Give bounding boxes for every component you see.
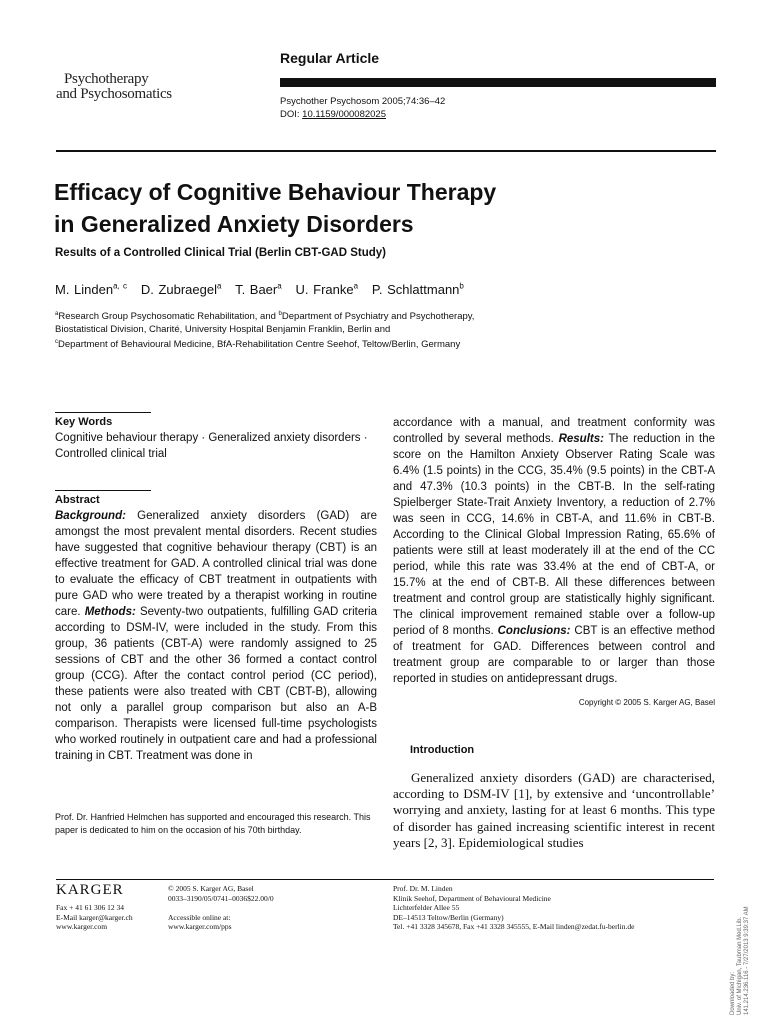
article-type: Regular Article [280, 50, 380, 66]
publisher-contact: Fax + 41 61 306 12 34 E-Mail karger@karger.ch www.karger.com [56, 903, 133, 931]
publication-info: © 2005 S. Karger AG, Basel 0033–3190/05/0741–0036$22.00/0 Accessible online at: www.karger.com/pps [168, 884, 274, 931]
methods-label: Methods: [84, 606, 136, 618]
doi-link[interactable]: 10.1159/000082025 [302, 109, 386, 120]
keywords-rule [55, 412, 151, 413]
journal-logo-line1: Psychotherapy [64, 71, 149, 87]
download-watermark: Downloaded by: Univ. of Michigan, Taubman Med.Lib. 141.214.236.116 - 7/27/2013 9:39:37 AM [730, 906, 750, 1015]
abstract-rule [55, 490, 151, 491]
author: U. Franke$^a$ [295, 282, 359, 298]
dedication-footnote: Prof. Dr. Hanfried Helmchen has supported and encouraged this research. This paper is dedicated to him on the occasion of his 70th birthday. [55, 812, 371, 835]
title-rule [56, 150, 716, 152]
abstract-heading: Abstract [55, 494, 100, 506]
affiliation-line-2: Biostatistical Division, Charité, University Hospital Benjamin Franklin, Berlin and [55, 324, 391, 336]
results-label: Results: [558, 433, 604, 445]
author-list [55, 282, 464, 297]
footer-rule [56, 879, 714, 880]
affiliation-line-3: $^c$Department of Behavioural Medicine, BfA-Rehabilitation Centre Seehof, Teltow/Berlin, Germany [55, 339, 461, 351]
citation-block [280, 95, 445, 121]
author: M. Linden$^{a, c}$ [55, 282, 127, 298]
affiliations [55, 308, 535, 351]
author: T. Baer$^a$ [235, 282, 282, 298]
abstract-text: Background: Generalized anxiety disorders (GAD) are amongst the most prevalent mental disorders. Recent studies have suggested that cognitive behaviour therapy (CBT) is an effective treatment for GAD. A controlled clinical trial was done to evaluate the efficacy of CBT treatment in outpatients with pure GAD who were treated by a therapist working in routine care. Methods: Seventy-two outpatients, fulfilling GAD criteria according to DSM-IV, were included in the study. From this group, 36 patients (CBT-A) were randomly assigned to 25 sessions of CBT and the other 36 formed a contact control group (CCG). After the contact control period (CC period), these patients were also treated with CBT (CBT-B), allowing not only a parallel group comparison but also an A-B comparison. Therapists were licensed full-time psychologists who worked routinely in outpatient care and had a professional training in CBT. Treatment was done in [55, 510, 377, 762]
doi-label: DOI: [280, 109, 300, 120]
article-subtitle: Results of a Controlled Clinical Trial (Berlin CBT-GAD Study) [55, 247, 386, 259]
introduction-heading: Introduction [410, 744, 475, 756]
author: P. Schlattmann$^b$ [371, 282, 464, 298]
author: D. Zubraegel$^a$ [140, 282, 222, 298]
citation: Psychother Psychosom 2005;74:36–42 [280, 96, 446, 107]
journal-logo-line2: and Psychosomatics [56, 86, 172, 102]
title-line-1: Efficacy of Cognitive Behaviour Therapy [54, 179, 497, 205]
correspondence-address: Prof. Dr. M. Linden Klinik Seehof, Department of Behavioural Medicine Lichterfelder Allee 55 DE–14513 Teltow/Berlin (Germany) Tel. +41 3328 345678, Fax +41 3328 345555, E-Mail linden@zedat.fu-berlin.de [393, 884, 635, 931]
journal-logo [56, 72, 172, 102]
affiliation-line-1: $^a$Research Group Psychosomatic Rehabilitation, and $^b$Department of Psychiatry and Psychotherapy, [55, 311, 475, 323]
header-rule [280, 78, 716, 87]
publisher-logo: KARGER [56, 882, 124, 898]
doi-line [280, 108, 445, 121]
title-line-2: in Generalized Anxiety Disorders [54, 211, 414, 237]
article-title [54, 176, 714, 240]
abstract-copyright: Copyright © 2005 S. Karger AG, Basel [578, 698, 715, 707]
keywords-heading: Key Words [55, 416, 113, 428]
abstract-continued: accordance with a manual, and treatment conformity was controlled by several methods. Results: The reduction in the score on the Hamilton Anxiety Observer Rating Scale was 6.4% (1.5 points) in the CCG, 35.4% (9.5 points) in the CBT-A and 47.3% (10.3 points) in the CBT-B. In the self-rating Spielberger State-Trait Anxiety Inventory, a reduction of 2.7% was seen in CCG, 14.6% in CBT-A, and 11.6% in CBT-B. According to the Clinical Global Impression Rating, 65.6% of patients were still at least moderately ill at the end of the CC period, while this rate was 33.4% at the end of CBT-A, or 15.7% at the end of CBT-B. All these differences between treatment and control group are statistically highly significant. The clinical improvement remained stable over a follow-up period of 8 months. Conclusions: CBT is an effective method of treatment for GAD. Differences between control and treatment group are comparable to or larger than those reported in studies on antidepressant drugs. [393, 417, 715, 685]
keywords-text: Cognitive behaviour therapy · Generalized anxiety disorders · Controlled clinical trial [55, 432, 368, 460]
conclusions-label: Conclusions: [497, 625, 571, 637]
introduction-text: Generalized anxiety disorders (GAD) are characterised, according to DSM-IV [1], by extensive and ‘uncontrollable’ worrying and anxiety, lasting for at least 6 months. This type of disorder has gained increasing scientific interest in recent years [2, 3]. Epidemiological studies [393, 770, 715, 850]
online-link[interactable]: www.karger.com/pps [168, 922, 232, 931]
background-label: Background: [55, 510, 126, 522]
